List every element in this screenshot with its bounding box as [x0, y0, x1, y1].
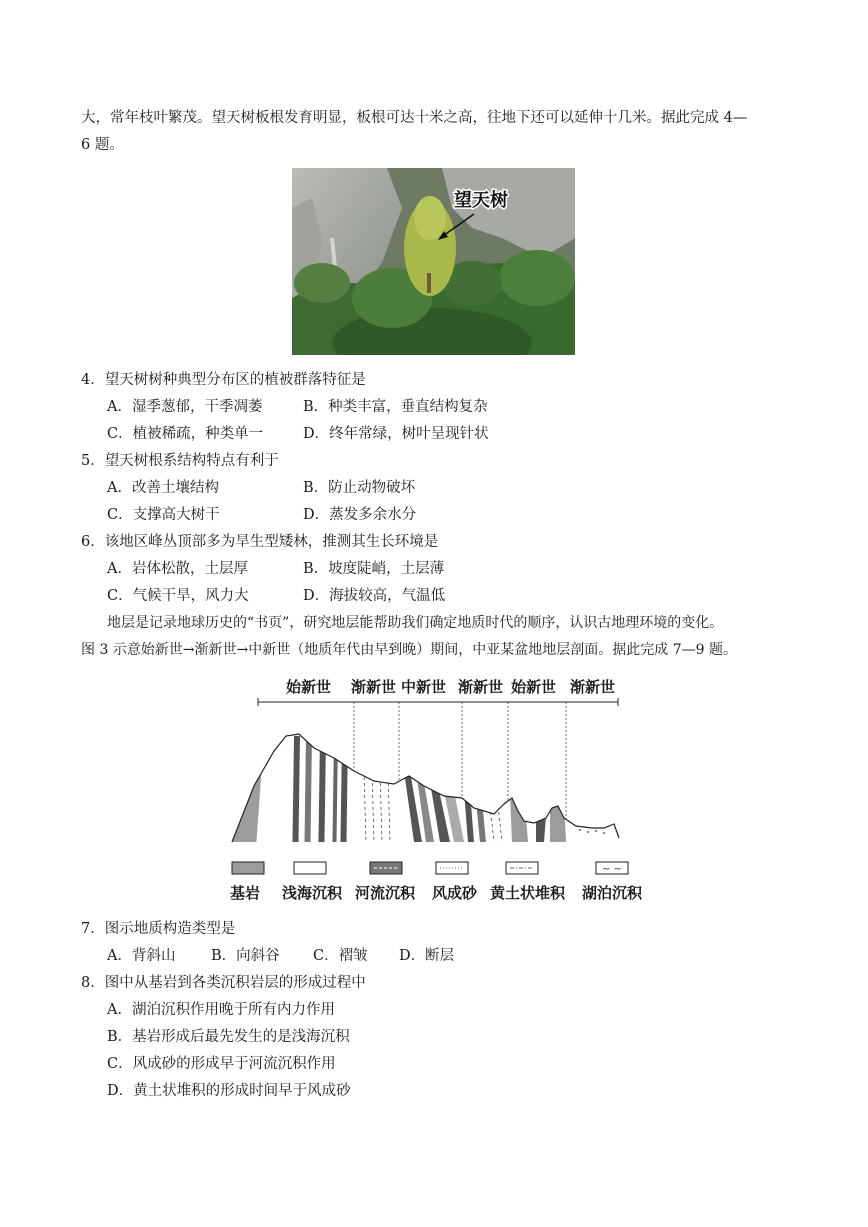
- legend-label-bedrock: 基岩: [230, 884, 261, 902]
- intro-line-2: 6 题。: [81, 137, 124, 153]
- q5-option-c: C．支撑高大树干: [107, 507, 220, 523]
- legend-label-aeolian-sand: 风成砂: [432, 884, 478, 902]
- q8-option-b: B．基岩形成后最先发生的是浅海沉积: [107, 1029, 350, 1045]
- passage2-line-2: 图 3 示意始新世→渐新世→中新世（地质年代由早到晚）期间，中亚某盆地地层剖面。据此完成 7—9 题。: [81, 642, 737, 658]
- q7-option-c: C．褶皱: [313, 948, 368, 964]
- q6-option-a: A．岩体松散，土层厚: [107, 561, 248, 577]
- legend-label-lake: 湖泊沉积: [582, 884, 643, 902]
- passage2-line-1: 地层是记录地球历史的“书页”，研究地层能帮助我们确定地质时代的顺序，认识古地理环境的变化。: [107, 615, 724, 631]
- q4-option-c: C．植被稀疏，种类单一: [107, 426, 264, 442]
- q4-option-a: A．湿季葱郁，干季凋萎: [107, 399, 263, 415]
- profile-diagram: [224, 676, 650, 876]
- figure-3-profile: [224, 676, 650, 906]
- q6-option-c: C．气候干旱，风力大: [107, 588, 249, 604]
- era-label-4: 渐新世: [458, 678, 504, 696]
- era-label-1: 始新世: [286, 678, 332, 696]
- era-label-5: 始新世: [511, 678, 557, 696]
- q8-stem: 8．图中从基岩到各类沉积岩层的形成过程中: [81, 975, 366, 991]
- era-label-2: 渐新世: [351, 678, 397, 696]
- legend-swatch-bedrock: [232, 862, 264, 874]
- q4-option-b: B．种类丰富，垂直结构复杂: [303, 399, 488, 415]
- q5-option-d: D．蒸发多余水分: [303, 507, 417, 523]
- q8-option-c: C．风成砂的形成早于河流沉积作用: [107, 1056, 336, 1072]
- tree-label: 望天树: [454, 190, 508, 211]
- intro-line-1: 大，常年枝叶繁茂。望天树板根发育明显，板根可达十米之高，往地下还可以延伸十几米。据此完成 4—: [81, 110, 748, 126]
- q6-option-d: D．海拔较高，气温低: [303, 588, 446, 604]
- q8-option-a: A．湖泊沉积作用晚于所有内力作用: [107, 1002, 335, 1018]
- legend-label-river: 河流沉积: [355, 884, 416, 902]
- era-label-3: 中新世: [401, 678, 447, 696]
- tree-photo: [292, 168, 575, 355]
- q8-option-d: D．黄土状堆积的形成时间早于风成砂: [107, 1083, 351, 1099]
- q6-option-b: B．坡度陡峭，土层薄: [303, 561, 445, 577]
- q7-option-b: B．向斜谷: [211, 948, 280, 964]
- legend-label-shallow-sea: 浅海沉积: [282, 884, 343, 902]
- q7-option-a: A．背斜山: [107, 948, 176, 964]
- q7-stem: 7．图示地质构造类型是: [81, 921, 236, 937]
- era-label-6: 渐新世: [570, 678, 616, 696]
- q5-stem: 5．望天树根系结构特点有利于: [81, 453, 279, 469]
- svg-text:~ ~: ~ ~: [602, 864, 622, 875]
- q5-option-b: B．防止动物破坏: [303, 480, 416, 496]
- legend-label-loess: 黄土状堆积: [490, 884, 566, 902]
- q7-option-d: D．断层: [399, 948, 455, 964]
- q4-stem: 4．望天树树种典型分布区的植被群落特征是: [81, 372, 366, 388]
- q4-option-d: D．终年常绿，树叶呈现针状: [303, 426, 489, 442]
- legend-swatch-shallow-sea: [294, 862, 326, 874]
- q5-option-a: A．改善土壤结构: [107, 480, 219, 496]
- q6-stem: 6．该地区峰丛顶部多为旱生型矮林，推测其生长环境是: [81, 534, 439, 550]
